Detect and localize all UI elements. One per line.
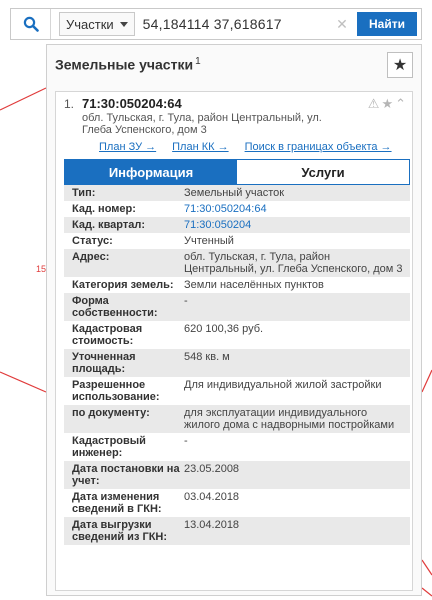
chevron-up-icon[interactable]: ⌃ [395,96,406,111]
row-value: 548 кв. м [184,351,230,363]
row-label: Тип: [72,187,96,199]
find-button[interactable]: Найти [357,12,417,36]
row-value: Земли населённых пунктов [184,279,324,291]
search-in-bounds-link[interactable]: Поиск в границах объекта → [244,141,392,153]
parcel-boundary-line [0,88,46,110]
row-value: 03.04.2018 [184,491,240,503]
table-row [64,405,410,433]
row-label: Форма собственности: [72,295,158,319]
tab-services[interactable]: Услуги [237,160,409,184]
table-row [64,377,410,405]
star-icon: ★ [392,57,408,74]
search-bar [10,8,422,40]
result-address: обл. Тульская, г. Тула, район Центральный, ул. Глеба Успенского, дом 3 [82,112,322,136]
row-label: Дата изменения сведений в ГКН: [72,491,162,515]
row-value: - [184,295,188,307]
table-row [64,293,410,321]
row-label: Уточненная площадь: [72,351,136,375]
tab-info[interactable]: Информация [65,160,237,184]
star-icon[interactable]: ★ [381,96,394,111]
row-value: Учтенный [184,235,234,247]
search-icon[interactable] [11,9,51,39]
row-label: Кад. номер: [72,203,136,215]
row-value: 620 100,36 руб. [184,323,264,335]
result-card [55,91,413,591]
table-row [64,433,410,461]
plan-zu-link[interactable]: План ЗУ → [99,141,157,153]
row-value: 13.04.2018 [184,519,240,531]
chevron-down-icon [120,22,128,27]
table-row [64,217,410,233]
search-type-label: Участки [66,16,114,32]
table-row [64,349,410,377]
row-label: Статус: [72,235,113,247]
plan-kk-link[interactable]: План КК → [172,141,229,153]
row-label: Дата постановки на учет: [72,463,180,487]
table-row [64,233,410,249]
table-row [64,489,410,517]
info-table [64,185,410,545]
table-row [64,185,410,201]
table-row [64,461,410,489]
row-value: для эксплуатации индивидуального жилого дома с надворными постройками [184,407,395,431]
results-panel [46,44,422,596]
favorite-button[interactable] [387,52,413,78]
row-value: - [184,435,188,447]
row-label: по документу: [72,407,150,419]
row-value-link[interactable]: 71:30:050204 [184,219,252,231]
parcel-boundary-line [0,372,46,392]
parcel-boundary-line [422,370,432,392]
table-row [64,249,410,277]
parcel-boundary-line [422,560,432,575]
row-label: Кад. квартал: [72,219,146,231]
row-label: Разрешенное использование: [72,379,160,403]
panel-title-text: Земельные участки [55,56,194,73]
result-count: 1 [195,55,201,67]
row-label: Адрес: [72,251,110,263]
table-row [64,517,410,545]
result-actions [368,96,406,112]
row-value: Земельный участок [184,187,285,199]
row-value: обл. Тульская, г. Тула, район Центральный, ул. Глеба Успенского, дом 3 [184,251,403,275]
table-row [64,321,410,349]
row-label: Кадастровый инженер: [72,435,146,459]
row-label: Дата выгрузки сведений из ГКН: [72,519,168,543]
clear-icon[interactable]: ✕ [336,15,348,32]
row-value: Для индивидуальной жилой застройки [184,379,382,391]
result-number: 1. [64,97,75,111]
warning-icon[interactable]: ⚠ [367,96,380,111]
row-value-link[interactable]: 71:30:050204:64 [184,203,267,215]
result-header [56,92,412,136]
table-row [64,201,410,217]
search-type-dropdown[interactable] [59,12,135,36]
map-parcel-label: 15 [36,264,47,274]
row-label: Категория земель: [72,279,174,291]
parcel-boundary-line [422,588,432,596]
result-links [56,136,412,153]
search-input[interactable] [135,12,335,36]
table-row [64,277,410,293]
result-cadastral-number[interactable]: 71:30:050204:64 [82,96,182,111]
panel-title [55,56,201,73]
row-label: Кадастровая стоимость: [72,323,143,347]
row-value: 23.05.2008 [184,463,240,475]
panel-header [47,45,421,83]
info-tabs [64,159,410,185]
